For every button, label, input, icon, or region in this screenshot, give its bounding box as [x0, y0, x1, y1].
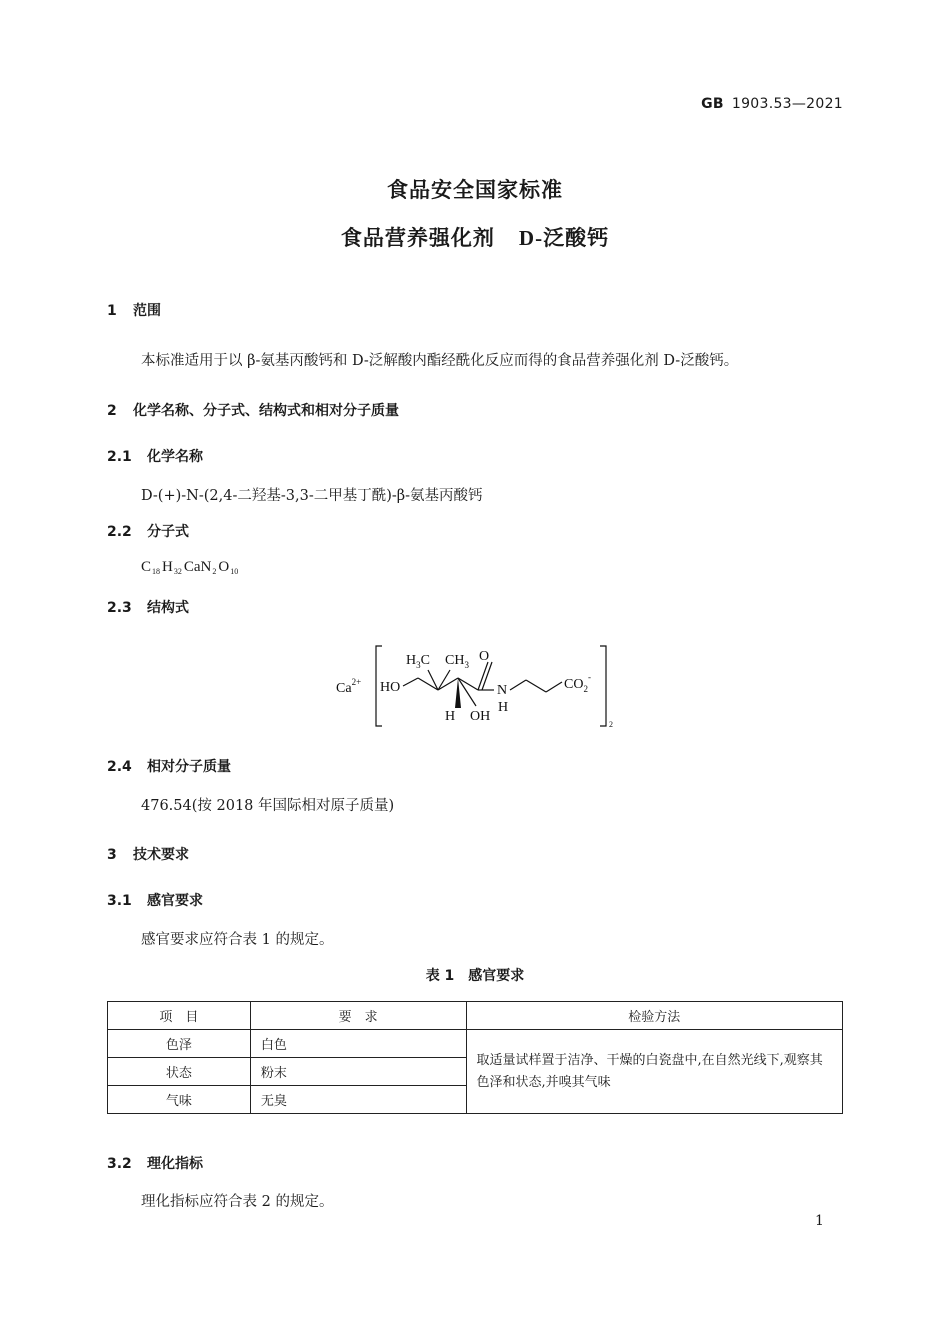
oh-bond	[458, 678, 476, 706]
section-1-heading: 1 范围	[107, 303, 161, 319]
table-row	[108, 1030, 843, 1058]
amide-nitrogen: N	[497, 683, 508, 698]
standard-code	[701, 96, 843, 112]
table-header-requirement: 要 求	[250, 1002, 466, 1030]
table-header-row	[108, 1002, 843, 1030]
molecular-formula: $C_{18}$ $H_{32}$ CaN$_2$ $O_{10}$	[141, 559, 239, 576]
table-header-item: 项 目	[108, 1002, 251, 1030]
section-2-1-heading: 2.1 化学名称	[107, 449, 203, 465]
table-cell-method: 取适量试样置于洁净、干燥的白瓷盘中,在自然光线下,观察其色泽和状态,并嗅其气味	[466, 1030, 842, 1114]
structural-formula	[320, 636, 630, 736]
table-cell-requirement: 无臭	[250, 1086, 466, 1114]
chemical-name: D-(+)-N-(2,4-二羟基-3,3-二甲基丁酰)-β-氨基丙酸钙	[141, 488, 483, 504]
table-header-method: 检验方法	[466, 1002, 842, 1030]
sensory-requirements-table	[107, 1001, 843, 1114]
amide-hydrogen: H	[498, 700, 509, 715]
section-3-1-text: 感官要求应符合表 1 的规定。	[141, 932, 334, 948]
section-2-2-heading: 2.2 分子式	[107, 524, 189, 540]
right-bracket	[600, 646, 606, 726]
carbonyl-oxygen: O	[479, 649, 490, 664]
subtitle-substance: D-泛酸钙	[518, 226, 610, 250]
section-3-1-heading: 3.1 感官要求	[107, 893, 203, 909]
bracket-subscript: 2	[609, 720, 613, 729]
section-2-4-heading: 2.4 相对分子质量	[107, 759, 231, 775]
hydroxyl-oh: OH	[470, 709, 491, 724]
calcium-ion-label: $Ca^{2+}$	[336, 677, 362, 696]
stereo-wedge	[455, 678, 461, 708]
table-cell-item: 气味	[108, 1086, 251, 1114]
chiral-hydrogen: H	[445, 709, 456, 724]
methyl-h3c: $H_3C$	[406, 653, 430, 670]
section-3-heading: 3 技术要求	[107, 847, 189, 863]
subtitle-category: 食品营养强化剂	[340, 226, 495, 250]
page-title: 食品安全国家标准	[387, 178, 563, 202]
table-cell-requirement: 白色	[250, 1030, 466, 1058]
section-3-2-text: 理化指标应符合表 2 的规定。	[141, 1194, 334, 1210]
section-3-2-heading: 3.2 理化指标	[107, 1156, 203, 1172]
section-2-3-heading: 2.3 结构式	[107, 600, 189, 616]
section-1-text: 本标准适用于以 β-氨基丙酸钙和 D-泛解酸内酯经酰化反应而得的食品营养强化剂 D-泛酸钙。	[141, 353, 739, 369]
page-number: 1	[815, 1213, 824, 1229]
atom-ho: HO	[380, 680, 401, 695]
standard-prefix: GB	[701, 96, 724, 112]
table-cell-item: 色泽	[108, 1030, 251, 1058]
methyl-ch3: $CH_3$	[445, 653, 469, 670]
section-2-heading: 2 化学名称、分子式、结构式和相对分子质量	[107, 403, 399, 419]
carboxylate: $CO_2^-$	[564, 672, 591, 694]
page-subtitle	[0, 222, 950, 252]
molecular-mass: 476.54(按 2018 年国际相对原子质量)	[141, 798, 395, 814]
table-1-caption: 表 1 感官要求	[425, 968, 525, 984]
table-cell-item: 状态	[108, 1058, 251, 1086]
standard-number: 1903.53—2021	[731, 96, 843, 112]
table-cell-requirement: 粉末	[250, 1058, 466, 1086]
